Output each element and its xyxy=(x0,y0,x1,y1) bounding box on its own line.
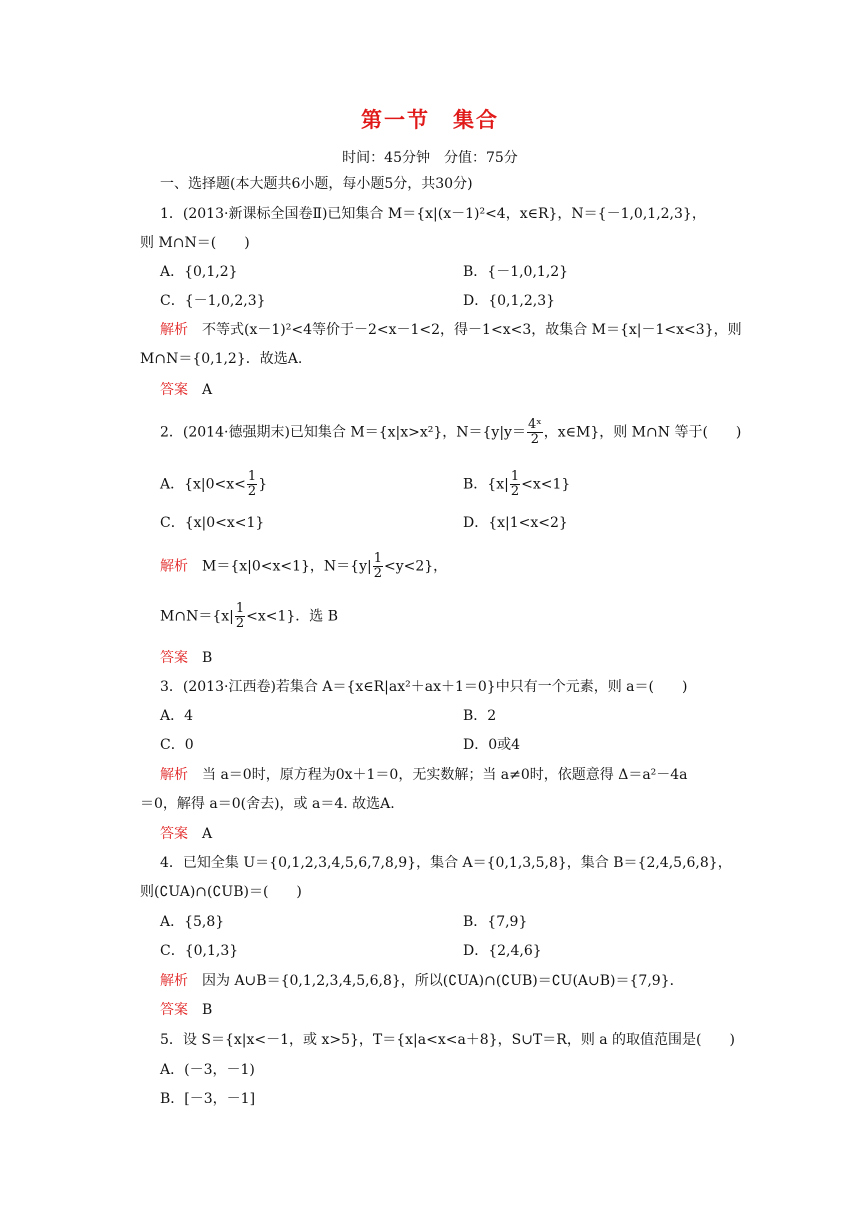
q2-fraction-den: 2 xyxy=(530,432,539,447)
q2-stem-post: ，x∈M}，则 M∩N 等于( ) xyxy=(543,424,742,441)
q2-option-b-pre: B．{x| xyxy=(463,476,509,493)
answer-label: 答案 xyxy=(160,382,188,398)
q2-stem xyxy=(160,418,741,447)
q4-option-d: D．{2,4,6} xyxy=(463,943,542,959)
q2-analysis-cont xyxy=(160,602,338,631)
q5-option-b: B．[－3，－1] xyxy=(160,1091,256,1107)
q1-answer xyxy=(160,380,212,400)
answer-label: 答案 xyxy=(160,650,188,666)
page-title: 第一节 集合 xyxy=(361,107,499,132)
analysis-label: 解析 xyxy=(160,322,188,338)
q3-option-a: A．4 xyxy=(160,708,194,724)
q4-option-c: C．{0,1,3} xyxy=(160,943,239,959)
q2-option-b xyxy=(463,470,570,499)
q2-analysis-pre: M＝{x|0<x<1}，N＝{y| xyxy=(202,558,372,575)
half-num: 1 xyxy=(247,469,257,484)
answer-label: 答案 xyxy=(160,826,188,842)
q4-answer-value: B xyxy=(202,1002,213,1018)
time-score-line: 时间：45分钟 分值：75分 xyxy=(342,150,518,166)
half-den: 2 xyxy=(373,566,382,581)
q2-answer-value: B xyxy=(202,650,213,666)
half-fraction xyxy=(247,470,257,499)
q2-answer xyxy=(160,648,212,668)
q4-answer xyxy=(160,1000,212,1020)
q2-analysis xyxy=(160,552,447,581)
q2-fraction xyxy=(527,418,543,447)
q1-analysis-cont: M∩N＝{0,1,2}．故选A. xyxy=(140,351,303,367)
q2-stem-pre: 2．(2014·德强期末)已知集合 M＝{x|x>x²}，N＝{y|y＝ xyxy=(160,424,526,441)
half-fraction xyxy=(373,552,383,581)
q3-analysis xyxy=(160,765,688,785)
q3-answer xyxy=(160,824,212,844)
q3-stem: 3．(2013·江西卷)若集合 A＝{x∈R|ax²＋ax＋1＝0}中只有一个元素，则 a＝( ) xyxy=(160,679,688,695)
half-den: 2 xyxy=(510,484,520,499)
half-fraction xyxy=(510,470,520,499)
q2-analysis2-post: <x<1}．选 B xyxy=(246,608,339,625)
q4-option-b: B．{7,9} xyxy=(463,914,528,930)
q1-answer-value: A xyxy=(202,382,213,398)
q1-stem: 1．(2013·新课标全国卷Ⅱ)已知集合 M＝{x|(x－1)²<4，x∈R}，N＝{－1,0,1,2,3}， xyxy=(160,206,706,222)
q4-stem: 4．已知全集 U＝{0,1,2,3,4,5,6,7,8,9}，集合 A＝{0,1,3,5,8}，集合 B＝{2,4,5,6,8}， xyxy=(160,855,732,871)
q1-stem-cont: 则 M∩N＝( ) xyxy=(140,235,250,251)
analysis-label: 解析 xyxy=(160,767,188,783)
analysis-label: 解析 xyxy=(160,973,188,989)
q2-option-b-post: <x<1} xyxy=(521,476,571,493)
q1-analysis xyxy=(160,320,742,340)
q1-option-b: B．{－1,0,1,2} xyxy=(463,264,569,280)
q2-option-c: C．{x|0<x<1} xyxy=(160,515,265,531)
q4-option-a: A．{5,8} xyxy=(160,914,225,930)
q3-analysis-cont: ＝0，解得 a＝0(舍去)，或 a＝4. 故选A. xyxy=(140,796,395,812)
q2-analysis-post: <y<2}， xyxy=(384,558,448,575)
q3-analysis-text: 当 a＝0时，原方程为0x＋1＝0，无实数解；当 a≠0时，依题意得 Δ＝a²－4a xyxy=(202,767,688,783)
q2-option-a xyxy=(160,470,267,499)
half-den: 2 xyxy=(247,484,257,499)
q2-analysis2-pre: M∩N＝{x| xyxy=(160,608,234,625)
half-num: 1 xyxy=(235,601,245,616)
half-num: 1 xyxy=(373,551,382,566)
half-num: 1 xyxy=(510,469,520,484)
half-fraction xyxy=(235,602,245,631)
q3-option-b: B．2 xyxy=(463,708,497,724)
q1-analysis-text: 不等式(x－1)²<4等价于－2<x－1<2，得－1<x<3，故集合 M＝{x|－1<x<3}，则 xyxy=(202,322,742,338)
q1-option-d: D．{0,1,2,3} xyxy=(463,293,556,309)
q4-stem-cont: 则(∁UA)∩(∁UB)＝( ) xyxy=(140,884,302,900)
q2-option-d: D．{x|1<x<2} xyxy=(463,515,568,531)
answer-label: 答案 xyxy=(160,1002,188,1018)
q2-option-a-pre: A．{x|0<x< xyxy=(160,476,246,493)
q2-fraction-num: 4ˣ xyxy=(527,417,542,432)
q5-option-a: A．(－3，－1) xyxy=(160,1062,255,1078)
section-heading: 一、选择题(本大题共6小题，每小题5分，共30分) xyxy=(160,176,473,192)
q3-option-c: C．0 xyxy=(160,737,194,753)
analysis-label: 解析 xyxy=(160,558,188,575)
q1-option-c: C．{－1,0,2,3} xyxy=(160,293,266,309)
q5-stem: 5．设 S＝{x|x<－1，或 x>5}，T＝{x|a<x<a＋8}，S∪T＝R，则 a 的取值范围是( ) xyxy=(160,1032,735,1048)
half-den: 2 xyxy=(235,616,245,631)
q3-option-d: D．0或4 xyxy=(463,737,521,753)
q1-option-a: A．{0,1,2} xyxy=(160,264,238,280)
q4-analysis-text: 因为 A∪B＝{0,1,2,3,4,5,6,8}，所以(∁UA)∩(∁UB)＝∁U(A∪B)＝{7,9}． xyxy=(202,973,684,989)
q4-analysis xyxy=(160,971,684,991)
q3-answer-value: A xyxy=(202,826,213,842)
q2-option-a-post: } xyxy=(258,476,268,493)
